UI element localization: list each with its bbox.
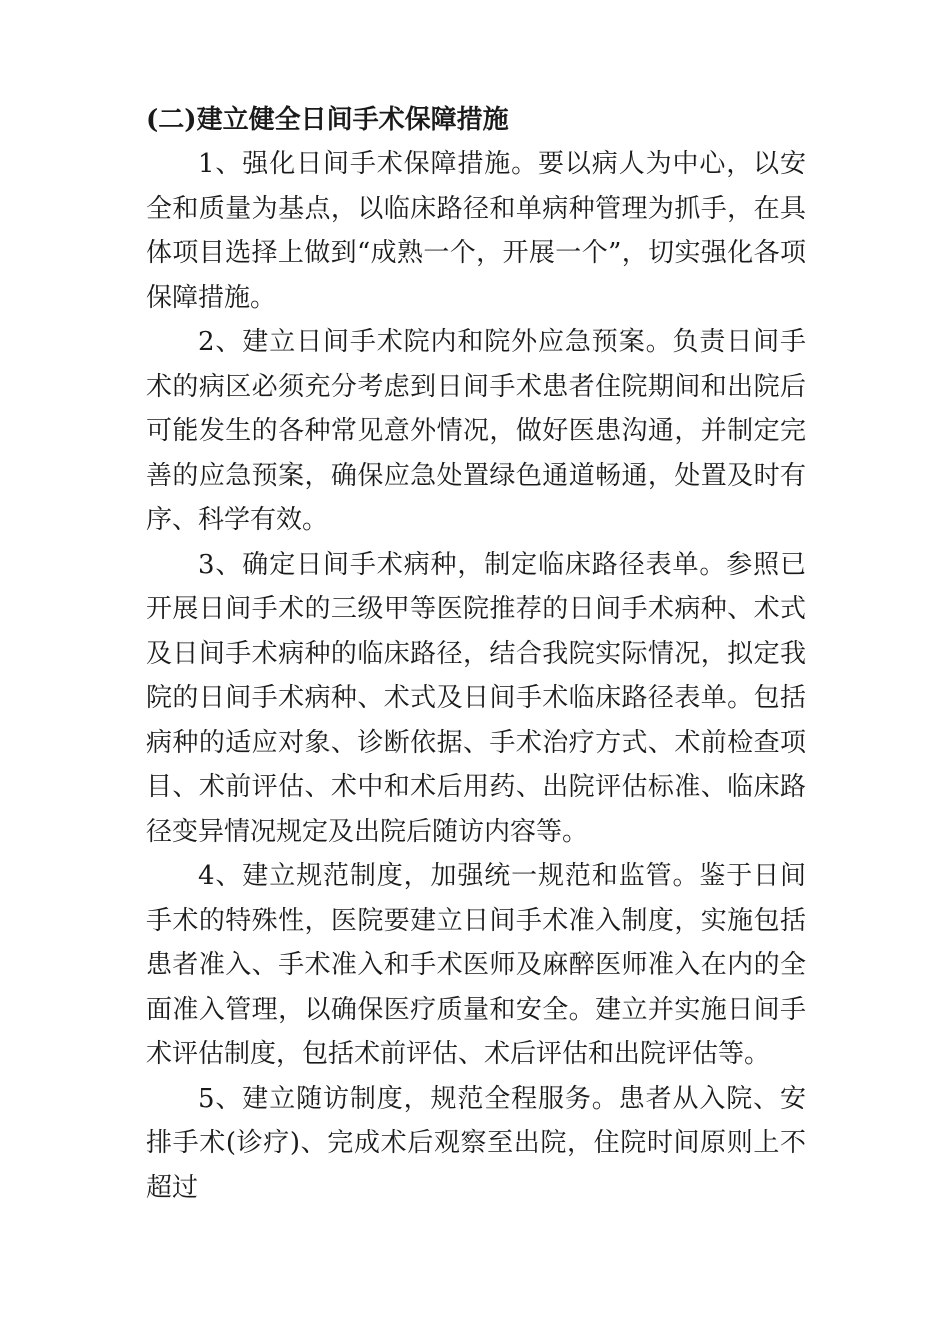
paragraph-2: 2、建立日间手术院内和院外应急预案。负责日间手术的病区必须充分考虑到日间手术患者住院期间和出院后可能发生的各种常见意外情况，做好医患沟通，并制定完善的应急预案，确保应急处置绿色通道畅通，处置及时有序、科学有效。 bbox=[146, 327, 806, 535]
section-heading: (二)建立健全日间手术保障措施 bbox=[146, 105, 509, 135]
document-body bbox=[146, 98, 806, 1210]
paragraph-4: 4、建立规范制度，加强统一规范和监管。鉴于日间手术的特殊性，医院要建立日间手术准入制度，实施包括患者准入、手术准入和手术医师及麻醉医师准入在内的全面准入管理，以确保医疗质量和安全。建立并实施日间手术评估制度，包括术前评估、术后评估和出院评估等。 bbox=[146, 861, 806, 1069]
paragraph-3: 3、确定日间手术病种，制定临床路径表单。参照已开展日间手术的三级甲等医院推荐的日间手术病种、术式及日间手术病种的临床路径，结合我院实际情况，拟定我院的日间手术病种、术式及日间手术临床路径表单。包括病种的适应对象、诊断依据、手术治疗方式、术前检查项目、术前评估、术中和术后用药、出院评估标准、临床路径变异情况规定及出院后随访内容等。 bbox=[146, 549, 806, 847]
paragraph-1: 1、强化日间手术保障措施。要以病人为中心，以安全和质量为基点，以临床路径和单病种管理为抓手，在具体项目选择上做到“成熟一个，开展一个”，切实强化各项保障措施。 bbox=[146, 149, 806, 313]
paragraph-5: 5、建立随访制度，规范全程服务。患者从入院、安排手术(诊疗)、完成术后观察至出院，住院时间原则上不超过 bbox=[146, 1083, 806, 1203]
